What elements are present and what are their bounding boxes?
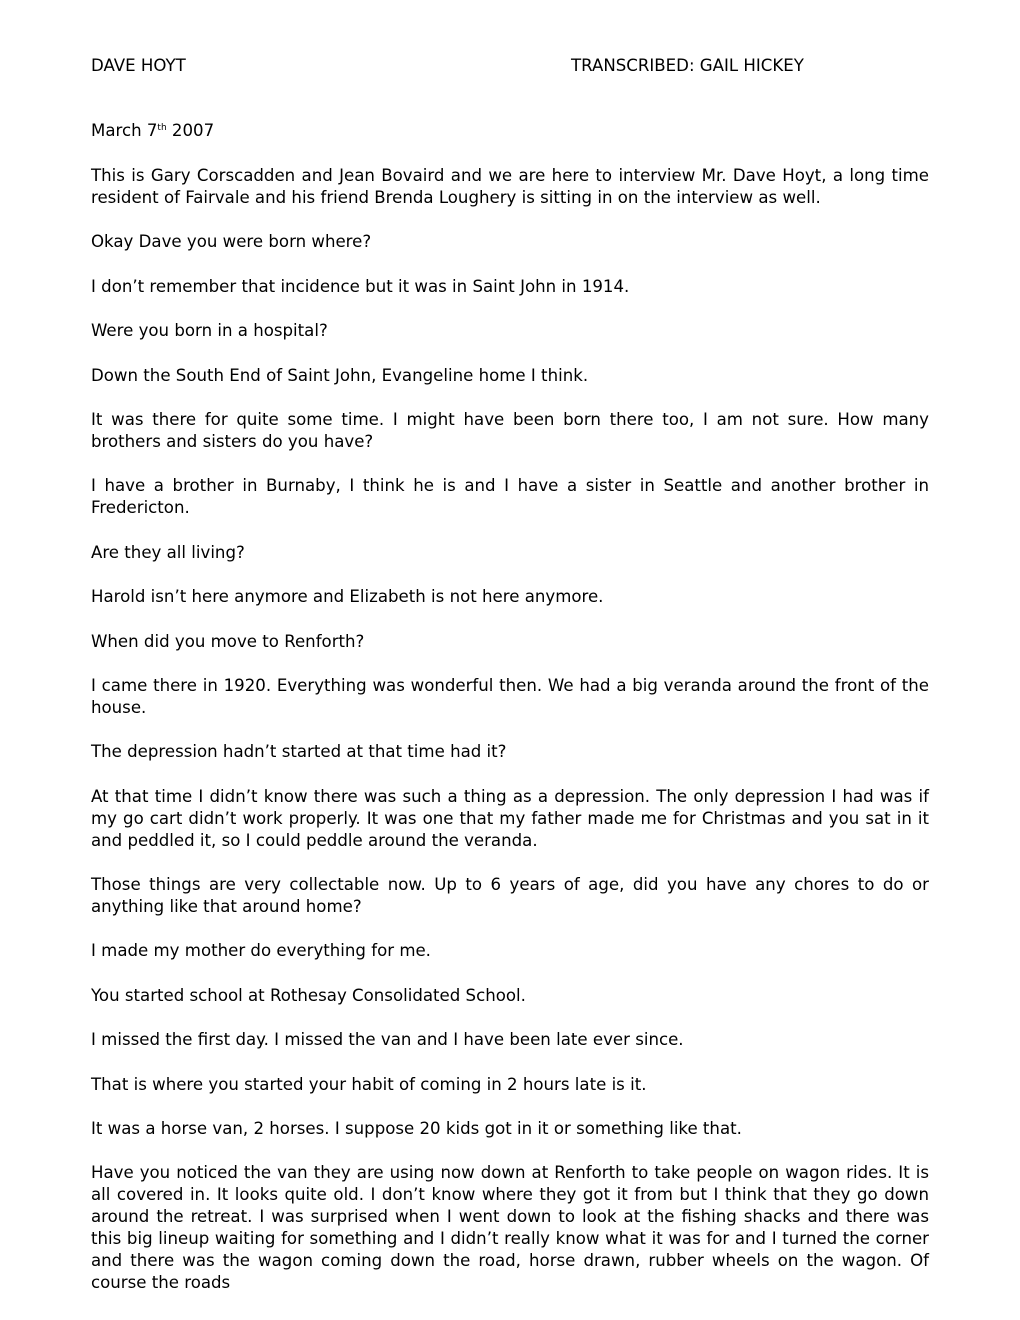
document-page <box>91 0 929 1320</box>
header-interviewee: DAVE HOYT <box>91 56 186 75</box>
date-ordinal-suffix: th <box>157 123 167 133</box>
transcript-paragraph: I have a brother in Burnaby, I think he is and I have a sister in Seattle and another brother in Fredericton. <box>91 476 929 518</box>
transcript-paragraph: Are they all living? <box>91 542 245 562</box>
transcript-body <box>91 165 929 1317</box>
transcript-paragraph: Have you noticed the van they are using now down at Renforth to take people on wagon rides. It is all covered in. It looks quite old. I don’t know where they got it from but I think that they go down around the retreat. I was surprised when I went down to look at the fishing shacks and there was this big lineup waiting for something and I didn’t really know what it was for and I turned the corner and there was the wagon coming down the road, horse drawn, rubber wheels on the wagon. Of course the roads <box>91 1163 929 1293</box>
transcript-paragraph: I made my mother do everything for me. <box>91 941 431 961</box>
transcript-paragraph: The depression hadn’t started at that time had it? <box>91 742 507 762</box>
transcript-paragraph: I missed the first day. I missed the van and I have been late ever since. <box>91 1030 684 1050</box>
transcript-paragraph: I came there in 1920. Everything was wonderful then. We had a big veranda around the front of the house. <box>91 675 929 717</box>
transcript-paragraph: Those things are very collectable now. Up to 6 years of age, did you have any chores to do or anything like that around home? <box>91 875 929 917</box>
transcript-paragraph: You started school at Rothesay Consolidated School. <box>91 985 526 1005</box>
transcript-paragraph: That is where you started your habit of coming in 2 hours late is it. <box>91 1074 647 1094</box>
date-year: 2007 <box>166 121 215 140</box>
transcript-paragraph: Okay Dave you were born where? <box>91 232 372 252</box>
transcript-paragraph: I don’t remember that incidence but it was in Saint John in 1914. <box>91 276 630 296</box>
transcript-paragraph: Down the South End of Saint John, Evangeline home I think. <box>91 365 589 385</box>
date-month-day: March 7 <box>91 121 158 140</box>
transcript-paragraph: When did you move to Renforth? <box>91 631 365 651</box>
transcript-paragraph: Were you born in a hospital? <box>91 321 328 341</box>
page-header <box>91 55 929 77</box>
transcript-paragraph: At that time I didn’t know there was such a thing as a depression. The only depression I had was if my go cart didn’t work properly. It was one that my father made me for Christmas and you sat in it and peddled it, so I could peddle around the veranda. <box>91 786 929 850</box>
transcript-paragraph: It was there for quite some time. I might have been born there too, I am not sure. How many brothers and sisters do you have? <box>91 409 929 451</box>
transcript-paragraph: Harold isn’t here anymore and Elizabeth is not here anymore. <box>91 587 604 607</box>
interview-date <box>91 120 214 142</box>
transcript-paragraph: This is Gary Corscadden and Jean Bovaird and we are here to interview Mr. Dave Hoyt, a long time resident of Fairvale and his friend Brenda Loughery is sitting in on the interview as well. <box>91 166 929 207</box>
header-transcriber: TRANSCRIBED: GAIL HICKEY <box>571 56 804 75</box>
transcript-paragraph: It was a horse van, 2 horses. I suppose 20 kids got in it or something like that. <box>91 1119 742 1139</box>
